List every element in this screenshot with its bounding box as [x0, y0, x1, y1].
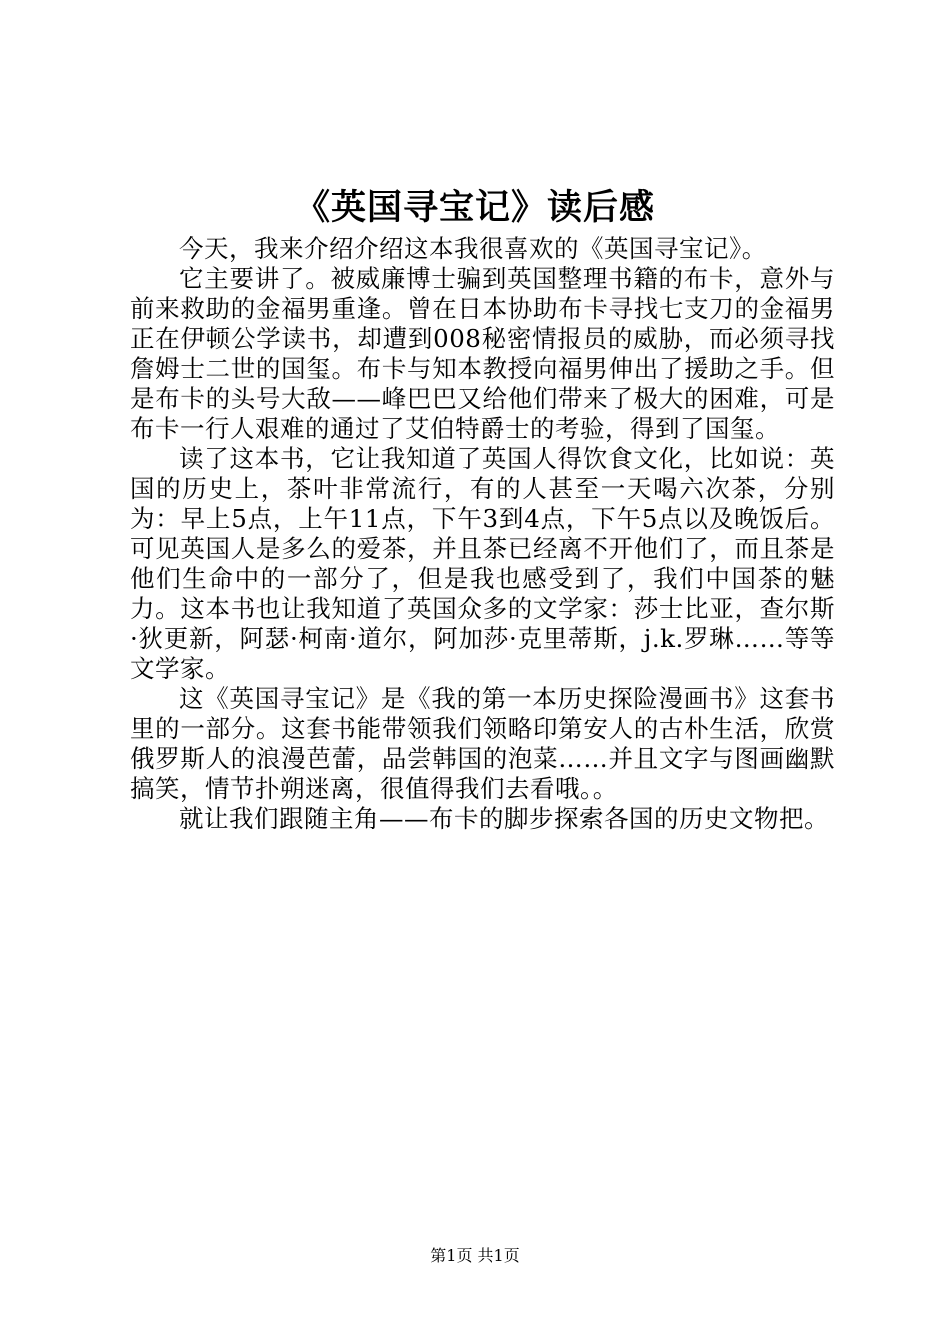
page-footer: 第1页 共1页 — [430, 1246, 520, 1265]
paragraph-series: 这《英国寻宝记》是《我的第一本历史探险漫画书》这套书里的一部分。这套书能带领我们领略印第安人的古朴生活，欣赏俄罗斯人的浪漫芭蕾，品尝韩国的泡菜……并且文字与图画幽默搞笑，情节扑朔迷离，很值得我们去看哦。。 — [130, 684, 835, 803]
paragraph-conclusion: 就让我们跟随主角——布卡的脚步探索各国的历史文物把。 — [179, 804, 829, 833]
document-title: 《英国寻宝记》读后感 — [294, 187, 655, 228]
document-body — [130, 234, 835, 834]
paragraph-tea-culture: 读了这本书，它让我知道了英国人得饮食文化，比如说：英国的历史上，茶叶非常流行，有的人甚至一天喝六次茶，分别为：早上5点，上午11点，下午3到4点，下午5点以及晚饭后。可见英国人是多么的爱茶，并且茶已经离不开他们了，而且茶是他们生命中的一部分了，但是我也感受到了，我们中国茶的魅力。这本书也让我知道了英国众多的文学家：莎士比亚，查尔斯·狄更新，阿瑟·柯南·道尔，阿加莎·克里蒂斯，j.k.罗琳……等等文学家。 — [130, 444, 835, 683]
paragraph-intro: 今天，我来介绍介绍这本我很喜欢的《英国寻宝记》。 — [179, 234, 767, 263]
paragraph-summary: 它主要讲了。被威廉博士骗到英国整理书籍的布卡，意外与前来救助的金福男重逢。曾在日本协助布卡寻找七支刀的金福男正在伊顿公学读书，却遭到008秘密情报员的威胁，而必须寻找詹姆士二世的国玺。布卡与知本教授向福男伸出了援助之手。但是布卡的头号大敌——峰巴巴又给他们带来了极大的困难，可是布卡一行人艰难的通过了艾伯特爵士的考验，得到了国玺。 — [130, 264, 835, 443]
